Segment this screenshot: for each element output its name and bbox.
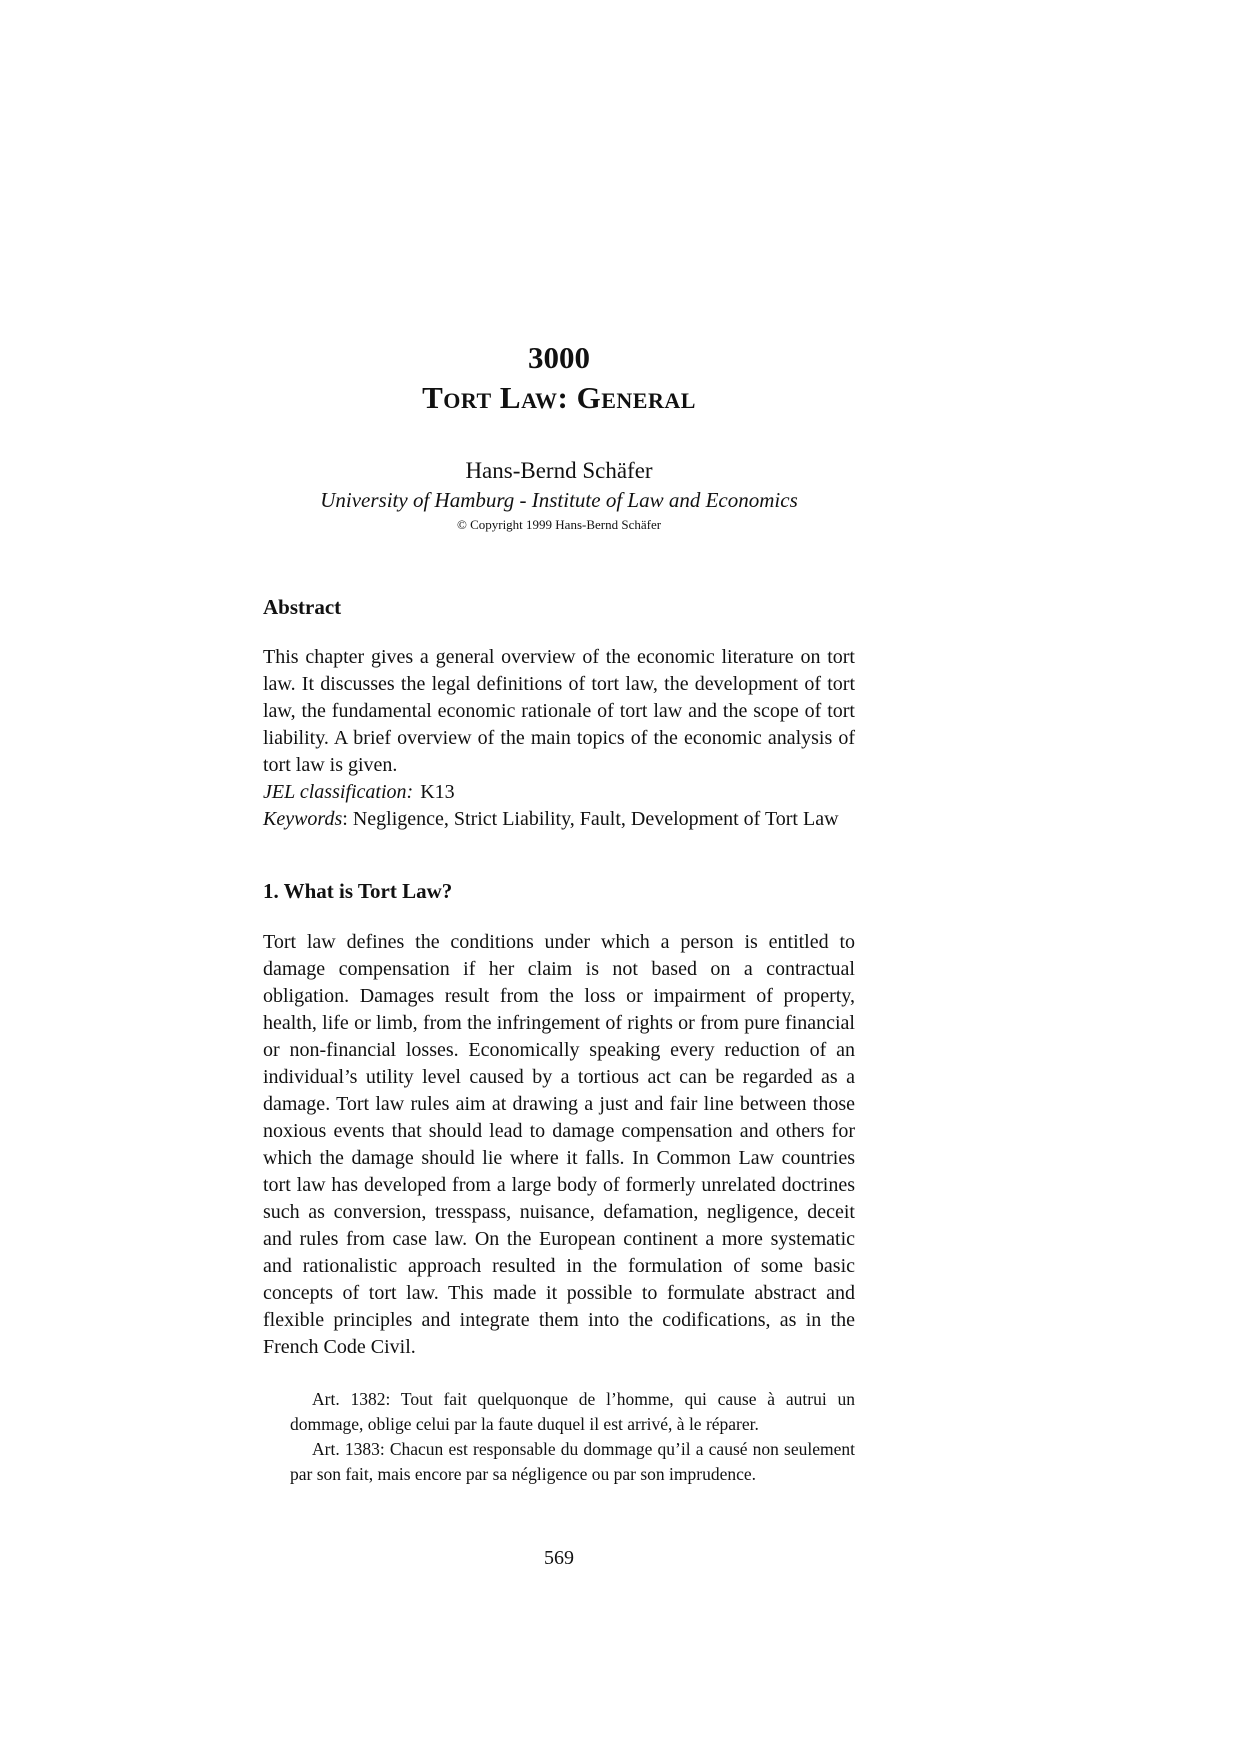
chapter-number: 3000 [528,340,590,375]
quote-article-1383: Art. 1383: Chacun est responsable du dommage qu’il a causé non seulement par son fait, mais encore par sa négligence ou par son imprudence. [290,1438,855,1484]
copyright-line: © Copyright 1999 Hans-Bernd Schäfer [456,517,662,533]
abstract-paragraph: This chapter gives a general overview of the economic literature on tort law. It discusses the legal definitions of tort law, the development of tort law, the fundamental economic rationale of tort law and the scope of tort liability. A brief overview of the main topics of the economic analysis of tort law is given. [263,646,855,777]
jel-value: K13 [420,781,455,804]
abstract-heading: Abstract [263,595,342,620]
quote-article-1382: Art. 1382: Tout fait quelquonque de l’homme, qui cause à autrui un dommage, oblige celui par la faute duquel il est arrivé, à le réparer. [290,1388,855,1434]
page-title: Tort Law: General [422,379,696,415]
section-paragraph: Tort law defines the conditions under which a person is entitled to damage compensation if her claim is not based on a contractual obligation. Damages result from the loss or impairment of property, health, life or limb, from the infringement of rights or from pure financial or non-financial losses. Economically speaking every reduction of an individual’s utility level caused by a tortious act can be regarded as a damage. Tort law rules aim at drawing a just and fair line between those noxious events that should lead to damage compensation and others for which the damage should lie where it falls. In Common Law countries tort law has developed from a large body of formerly unrelated doctrines such as conversion, tresspass, nuisance, defamation, negligence, deceit and rules from case law. On the European continent a more systematic and rationalistic approach resulted in the formulation of some basic concepts of tort law. This made it possible to formulate abstract and flexible principles and integrate them into the codifications, as in the French Code Civil. [263,930,855,1358]
author-affiliation: University of Hamburg - Institute of Law and Economics [320,487,798,512]
keywords-line [263,806,855,833]
keywords-label: Keywords [263,808,343,831]
section-heading: 1. What is Tort Law? [263,879,453,904]
jel-label: JEL classification: [263,781,414,804]
text-block [263,0,855,1570]
page-number: 569 [544,1546,574,1569]
keywords-value: : Negligence, Strict Liability, Fault, Development of Tort Law [342,808,839,831]
blockquote-code-civil [290,1387,855,1487]
jel-classification-line [263,779,855,806]
author-name: Hans-Bernd Schäfer [465,458,653,484]
